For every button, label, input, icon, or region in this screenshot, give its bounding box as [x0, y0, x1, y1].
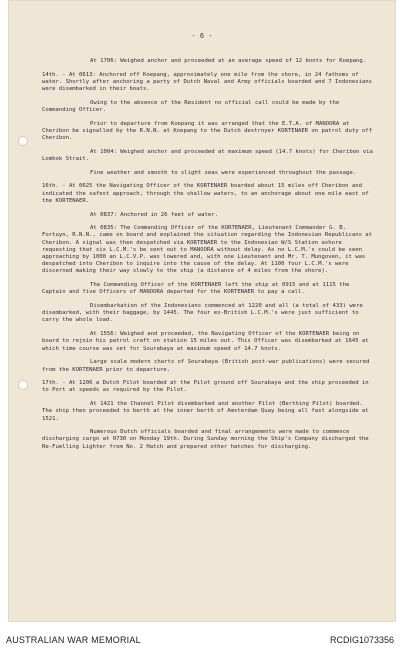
paragraph: Owing to the absence of the Resident no official call could be made by the Commanding Officer.: [42, 99, 340, 114]
paragraph: The Commanding Officer of the KORTENAER left the ship at 0915 and at 1115 the Captain and five Officers of MANOORA departed for the KORTENAER to pay a call.: [42, 282, 350, 296]
report-body: [42, 58, 374, 457]
footer-bar: [0, 624, 400, 654]
paragraph: At 1421 the Channel Pilot disembarked and another Pilot (Berthing Pilot) boarded. The ship then proceeded to berth at the inner berth of Amsterdam Quay being all fast alongside at 1521.: [42, 401, 369, 422]
paragraph: 14th. - At 0613: Anchored off Koepang, approximately one mile from the shore, in 24 fathoms of water. Shortly after anchoring a party of Dutch Naval and Army officials boarded and 7 Indonesians were disembarked in their boats.: [42, 71, 373, 93]
punch-hole: [18, 136, 28, 146]
paragraph: At 1556: Weighed and proceeded, the Navigating Officer of the KORTENAER being on board to rejoin his patrol craft on station 15 miles out. This Officer was disembarked at 1645 at which time course was set for Sourabaya at maximum speed of 14.7 knots.: [42, 331, 369, 352]
footer-source: AUSTRALIAN WAR MEMORIAL: [6, 635, 141, 645]
paragraph: At 0837: Anchored in 26 feet of water.: [90, 211, 218, 218]
paragraph: Large scale modern charts of Sourabaya (British post-war publications) were secured from the KORTENAER prior to departure.: [42, 359, 370, 373]
footer-reference-id: RCDIG1073356: [329, 635, 394, 645]
punch-hole: [18, 380, 28, 390]
paragraph: 17th. - At 1206 a Dutch Pilot boarded at the Pilot ground off Sourabaya and the ship proceeded in to Port at speeds as required by the Pilot.: [42, 380, 369, 394]
paragraph: At 0835: The Commanding Officer of the KORTENAER, Lieutenant Commander G. B. Fortuyn, R.N.N., came on board and explained the situation regarding the Indonesian Republicans at Cheribon. A signal was then despatched via KORTENAER to the Indonesian W/S Station ashore requesting that six L.C.M.'s be sent out to MANOORA without delay. As no L.C.M.'s could be seen approaching by 1000 an L.C.V.P. was lowered and, with one Lieutenant and Mr. T. Mungoven, it was despatched into Cheribon to inquire into the cause of the delay. At 1100 four L.C.M.'s were discerned making their way slowly to the ship (a distance of 4 miles from the shore).: [42, 225, 373, 275]
paragraph: Prior to departure from Koepang it was arranged that the E.T.A. of MANOORA at Cheribon be signalled by the R.N.N. at Koepang to the Dutch destroyer KORTENAER on patrol duty off Cheribon.: [42, 120, 373, 142]
page-number: - 6 -: [191, 32, 213, 40]
document-page: [8, 0, 396, 622]
paragraph: At 1004: Weighed anchor and proceeded at maximum speed (14.7 knots) for Cheribon via Lombok Strait.: [42, 148, 373, 163]
paragraph: Disembarkation of the Indonesians commenced at 1220 and all (a total of 433) were disembarked, with their baggage, by 1445. The four ex-British L.C.M.'s were just sufficient to carry the whole load.: [42, 303, 363, 324]
paragraph: 16th. - At 0625 the Navigating Officer of the KORTENAER boarded about 15 miles off Cheribon and indicated the safest approach, through the shallow waters, to an anchorage about one mile east of the KORTENAER.: [42, 183, 369, 204]
paragraph: At 1706: Weighed anchor and proceeded at an average speed of 12 knots for Koepang.: [90, 58, 367, 64]
paragraph: Fine weather and smooth to slight seas were experienced throughout the passage.: [90, 169, 357, 176]
paragraph: Numerous Dutch officials boarded and final arrangements were made to commence discharging cargo at 0730 on Monday 19th. During Sunday morning the Ship's Company discharged the Re-Fuelling Lighter from No. 2 Hatch and prepared other hatches for discharging.: [42, 429, 369, 450]
